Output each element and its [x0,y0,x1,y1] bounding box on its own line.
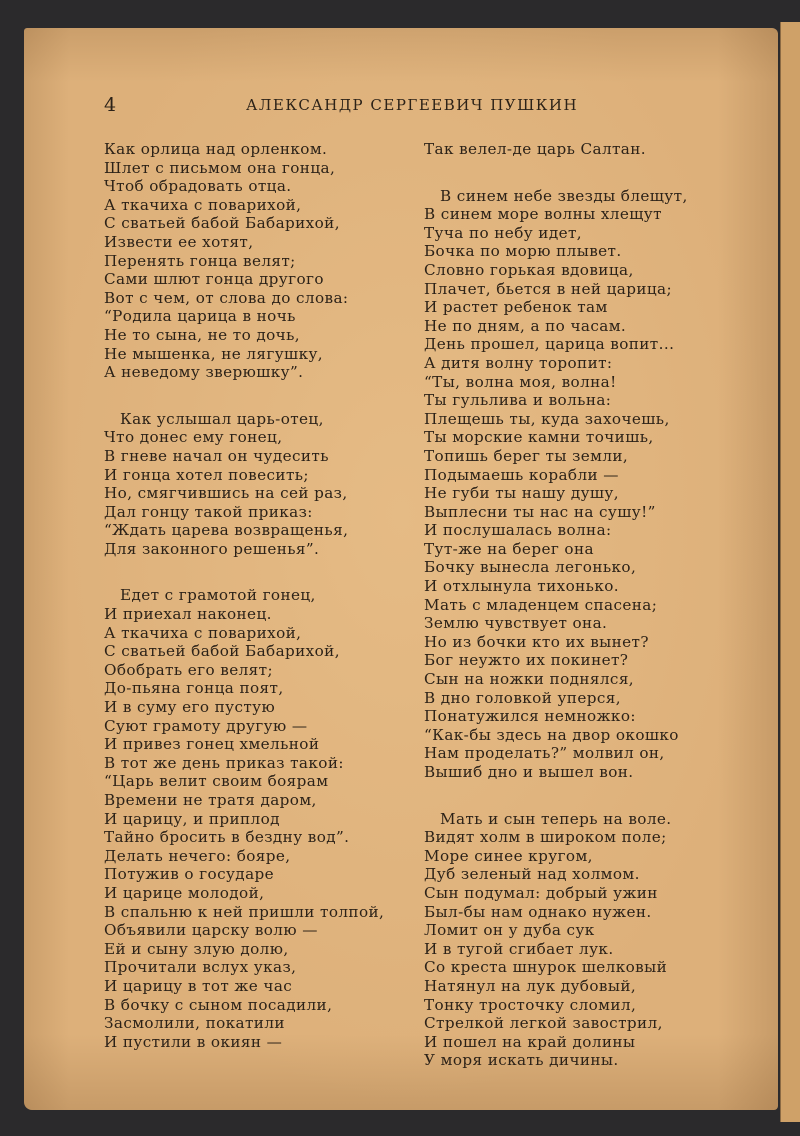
poem-line: Ты морские камни точишь, [424,428,654,447]
poem-line: Землю чувствует она. [424,614,608,633]
poem-line: Суют грамоту другую — [104,716,308,735]
poem-line: В бочку с сыном посадили, [104,995,333,1014]
poem-line: День прошел, царица вопит... [424,335,675,354]
poem-line: Чтоб обрадовать отца. [104,177,292,196]
poem-line: Делать нечего: бояре, [104,846,291,865]
page-header [0,94,800,118]
poem-line: Вышиб дно и вышел вон. [424,763,634,781]
poem-line: Вот с чем, от слова до слова: [104,288,349,307]
poem-line: Засмолили, покатили [104,1014,285,1033]
poem-line: Туча по небу идет, [424,223,582,242]
poem-line: “Ты, волна моя, волна! [424,372,617,391]
poem-line: И в тугой сгибает лук. [424,939,614,958]
poem-line: Мать и сын теперь на воле. [440,809,672,828]
poem-line: Шлет с письмом она гонца, [104,158,336,177]
poem-line: Понатужился немножко: [424,707,636,726]
poem-line: В спальню к ней пришли толпой, [104,902,385,921]
right-stanza-1 [424,140,688,159]
poem-line: Видят холм в широком поле; [424,828,667,847]
poem-line: Сами шлют гонца другого [104,270,324,289]
poem-line: Не мышенка, не лягушку, [104,344,324,363]
poem-line: Ломит он у дуба сук [424,921,595,940]
poem-line: А дитя волну торопит: [424,353,613,372]
poem-line: Извести ее хотят, [104,232,254,251]
poem-line: Бочку вынесла легонько, [424,558,637,577]
left-stanza-2 [104,410,384,559]
poem-line: До-пьяна гонца поят, [104,679,284,698]
poem-line: И приехал наконец. [104,605,272,624]
poem-line: Для законного решенья”. [104,539,320,558]
left-stanza-3 [104,586,384,1051]
poem-line: Так велел-де царь Салтан. [424,140,646,158]
page-number: 4 [104,94,117,116]
poem-line: “Царь велит своим боярам [104,772,329,791]
poem-line: Плачет, бьется в ней царица; [424,279,672,298]
poem-line: Ты гульлива и вольна: [424,391,612,410]
poem-line: Был-бы нам однако нужен. [424,902,652,921]
poem-line: Бочка по морю плывет. [424,242,622,261]
poem-line: И гонца хотел повесить; [104,465,309,484]
adjacent-page-edge [780,22,800,1122]
poem-line: “Ждать царева возвращенья, [104,521,349,540]
poem-line: Не по дням, а по часам. [424,316,627,335]
poem-line: Едет с грамотой гонец, [120,586,316,605]
poem-line: Дал гонцу такой приказ: [104,502,313,521]
poem-line: Подымаешь корабли — [424,465,619,484]
poem-line: Обобрать его велят; [104,660,273,679]
poem-line: Словно горькая вдовица, [424,260,634,279]
poem-line: В синем небе звезды блещут, [440,186,688,205]
poem-line: И пустили в окиян — [104,1032,283,1051]
poem-line: И царицу, и приплод [104,809,280,828]
poem-line: В гневе начал он чудесить [104,446,329,465]
poem-line: Не губи ты нашу душу, [424,484,619,503]
poem-line: И пошел на край долины [424,1032,636,1051]
running-head: АЛЕКСАНДР СЕРГЕЕВИЧ ПУШКИН [246,96,579,114]
poem-line: Прочитали вслух указ, [104,958,297,977]
poem-line: Тонку тросточку сломил, [424,995,637,1014]
poem-line: Нам проделать?” молвил он, [424,744,665,763]
poem-line: Сын на ножки поднялся, [424,670,635,689]
poem-line: Выплесни ты нас на сушу!” [424,502,656,521]
poem-line: В дно головкой уперся, [424,688,621,707]
poem-line: Натянул на лук дубовый, [424,976,637,995]
poem-line: Ей и сыну злую долю, [104,939,289,958]
poem-line: Дуб зеленый над холмом. [424,865,640,884]
right-stanza-3 [424,810,688,1070]
left-stanza-1 [104,140,384,382]
poem-line: Объявили царску волю — [104,921,318,940]
poem-line: Не то сына, не то дочь, [104,325,301,344]
poem-line: Мать с младенцем спасена; [424,595,658,614]
poem-line: Но, смягчившись на сей раз, [104,484,348,503]
poem-line: Тайно бросить в бездну вод”. [104,828,350,847]
poem-line: Бог неужто их покинет? [424,651,629,670]
poem-line: И привез гонец хмельной [104,735,320,754]
poem-line: Сын подумал: добрый ужин [424,883,658,902]
poem-line: И в суму его пустую [104,698,276,717]
poem-line: Топишь берег ты земли, [424,446,629,465]
poem-line: Перенять гонца велят; [104,251,296,270]
poem-line: А неведому зверюшку”. [104,363,304,382]
poem-line: Как орлица над орленком. [104,140,328,158]
poem-line: Со креста шнурок шелковый [424,958,668,977]
poem-line: В тот же день приказ такой: [104,753,344,772]
poem-line: Стрелкой легкой завострил, [424,1014,663,1033]
poem-line: В синем море волны хлещут [424,205,662,224]
poem-line: Но из бочки кто их вынет? [424,632,649,651]
poem-line: Море синее кругом, [424,846,593,865]
poem-line: Как услышал царь-отец, [120,409,324,428]
poem-line: Потужив о государе [104,865,275,884]
poem-line: А ткачиха с поварихой, [104,195,302,214]
poem-line: Что донес ему гонец, [104,428,283,447]
right-column [424,140,688,1070]
poem-line: И растет ребенок там [424,298,608,317]
poem-line: И отхлынула тихонько. [424,577,619,596]
left-column [104,140,384,1051]
poem-line: “Родила царица в ночь [104,307,296,326]
poem-line: С сватьей бабой Бабарихой, [104,214,340,233]
poem-line: И царице молодой, [104,883,265,902]
poem-line: Времени не тратя даром, [104,791,317,809]
poem-line: И царицу в тот же час [104,976,293,995]
right-stanza-2 [424,187,688,782]
poem-line: “Как-бы здесь на двор окошко [424,725,679,744]
poem-line: С сватьей бабой Бабарихой, [104,642,340,661]
poem-line: Тут-же на берег она [424,539,594,558]
poem-line: А ткачиха с поварихой, [104,623,302,642]
poem-line: И послушалась волна: [424,521,612,540]
poem-line: У моря искать дичины. [424,1051,619,1070]
poem-line: Плещешь ты, куда захочешь, [424,409,670,428]
